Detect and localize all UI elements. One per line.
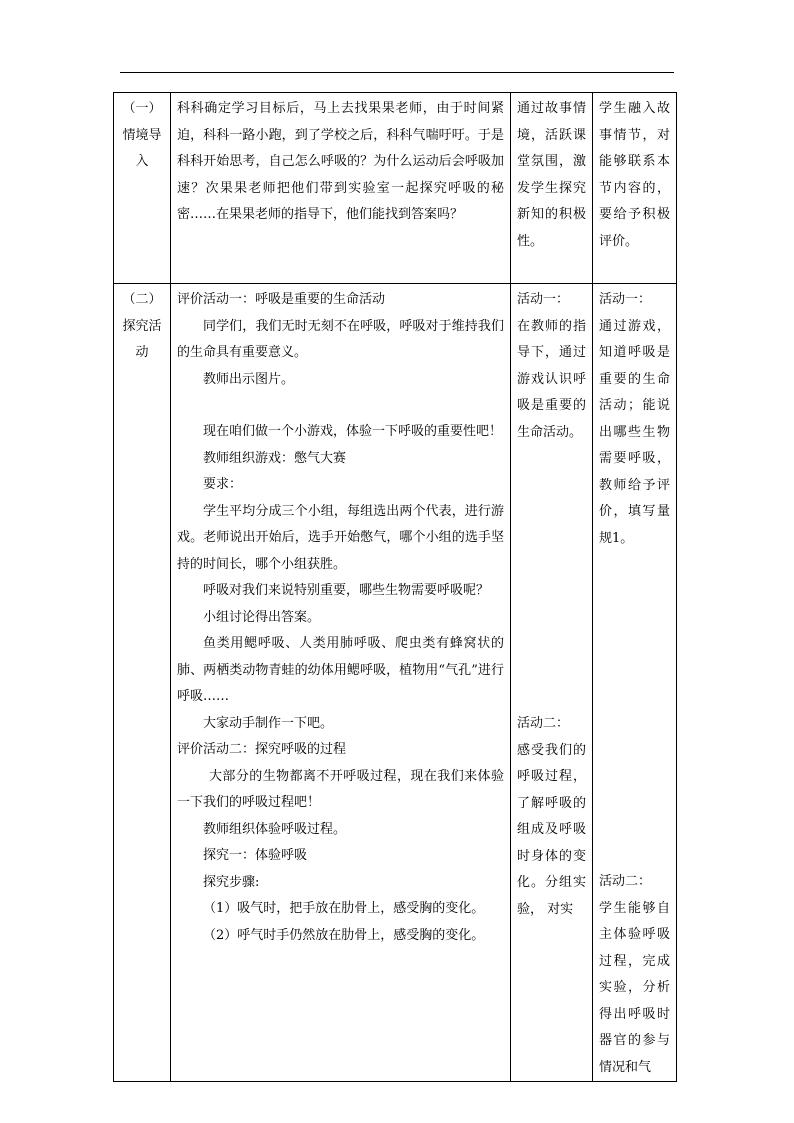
content-paragraph: 小组讨论得出答案。 bbox=[203, 609, 321, 625]
content-paragraph: 教师组织体验呼吸过程。 bbox=[203, 821, 347, 837]
student-activity-title: 活动一： bbox=[517, 292, 570, 307]
content-paragraph: 学生平均分成三个小组，每组选出两个代表，进行游戏。老师说出开始后，选手开始憋气，哪个小组的选手坚持的时间长，哪个小组获胜。 bbox=[177, 503, 504, 572]
evaluation-cell bbox=[593, 284, 677, 1082]
step-item: （1）吸气时，把手放在肋骨上，感受胸的变化。 bbox=[203, 901, 485, 916]
evaluation-text: 学生融入故事情节，对能够联系本节内容的，要给予积极评价。 bbox=[599, 101, 670, 249]
step-item: （2）呼气时手仍然放在肋骨上，感受胸的变化。 bbox=[203, 927, 485, 943]
student-activity-cell bbox=[511, 93, 593, 284]
stage-cell bbox=[114, 284, 171, 1082]
content-paragraph: 呼吸对我们来说特别重要，哪些生物需要呼吸呢？ bbox=[203, 583, 490, 598]
student-activity-text: 在教师的指导下，通过游戏认识呼吸是重要的生命活动。 bbox=[517, 318, 586, 440]
stage-label: （二）探究活动 bbox=[122, 292, 162, 360]
content-paragraph: 大部分的生物都离不开呼吸过程，现在我们来体验一下我们的呼吸过程吧！ bbox=[177, 768, 504, 810]
stage-label: （一）情境导入 bbox=[122, 101, 162, 169]
content-paragraph: 要求： bbox=[203, 477, 243, 492]
content-paragraph: 教师出示图片。 bbox=[203, 371, 295, 387]
evaluation-title: 活动一： bbox=[599, 292, 652, 307]
activity-heading: 评价活动二：探究呼吸的过程 bbox=[177, 742, 347, 757]
header-rule bbox=[120, 72, 674, 73]
content-paragraph: 同学们，我们无时无刻不在呼吸，呼吸对于维持我们的生命具有重要意义。 bbox=[177, 318, 504, 360]
table-row bbox=[114, 284, 677, 1082]
stage-cell bbox=[114, 93, 171, 284]
activity-heading: 评价活动一：呼吸是重要的生命活动 bbox=[177, 292, 386, 307]
student-activity-title: 活动二： bbox=[517, 716, 570, 731]
content-paragraph: 科科确定学习目标后，马上去找果果老师，由于时间紧迫，科科一路小跑，到了学校之后，科科气喘吁吁。于是科科开始思考，自己怎么呼吸的？为什么运动后会呼吸加速？次果果老师把他们带到实验室一起探究呼吸的秘密……在果果老师的指导下，他们能找到答案吗？ bbox=[177, 101, 504, 222]
content-paragraph: 教师组织游戏：憋气大赛 bbox=[203, 450, 347, 466]
evaluation-text: 学生能够自主体验呼吸过程，完成实验，分析得出呼吸时器官的参与情况和气 bbox=[599, 900, 670, 1075]
student-activity-text: 通过故事情境，活跃课堂氛围，激发学生探究新知的积极性。 bbox=[517, 101, 586, 249]
evaluation-title: 活动二： bbox=[599, 874, 652, 889]
table-row bbox=[114, 93, 677, 284]
content-paragraph: 鱼类用鳃呼吸、人类用肺呼吸、爬虫类有蜂窝状的肺、两栖类动物青蛙的幼体用鳃呼吸，植物用“气孔”进行呼吸…… bbox=[177, 636, 504, 704]
student-activity-text: 感受我们的呼吸过程，了解呼吸的组成及呼吸时身体的变化。分组实验， 对实 bbox=[517, 742, 586, 917]
student-activity-cell bbox=[511, 284, 593, 1082]
content-cell bbox=[171, 284, 511, 1082]
content-paragraph: 探究步骤: bbox=[203, 874, 260, 890]
content-paragraph: 现在咱们做一个小游戏，体验一下呼吸的重要性吧！ bbox=[203, 424, 503, 439]
evaluation-text: 通过游戏，知道呼吸是重要的生命活动；能说出哪些生物需要呼吸，教师给予评价，填写量规1。 bbox=[599, 318, 670, 546]
evaluation-cell bbox=[593, 93, 677, 284]
content-cell bbox=[171, 93, 511, 284]
content-paragraph: 探究一：体验呼吸 bbox=[203, 848, 308, 863]
lesson-plan-table bbox=[113, 92, 677, 1082]
content-paragraph: 大家动手制作一下吧。 bbox=[203, 715, 334, 731]
